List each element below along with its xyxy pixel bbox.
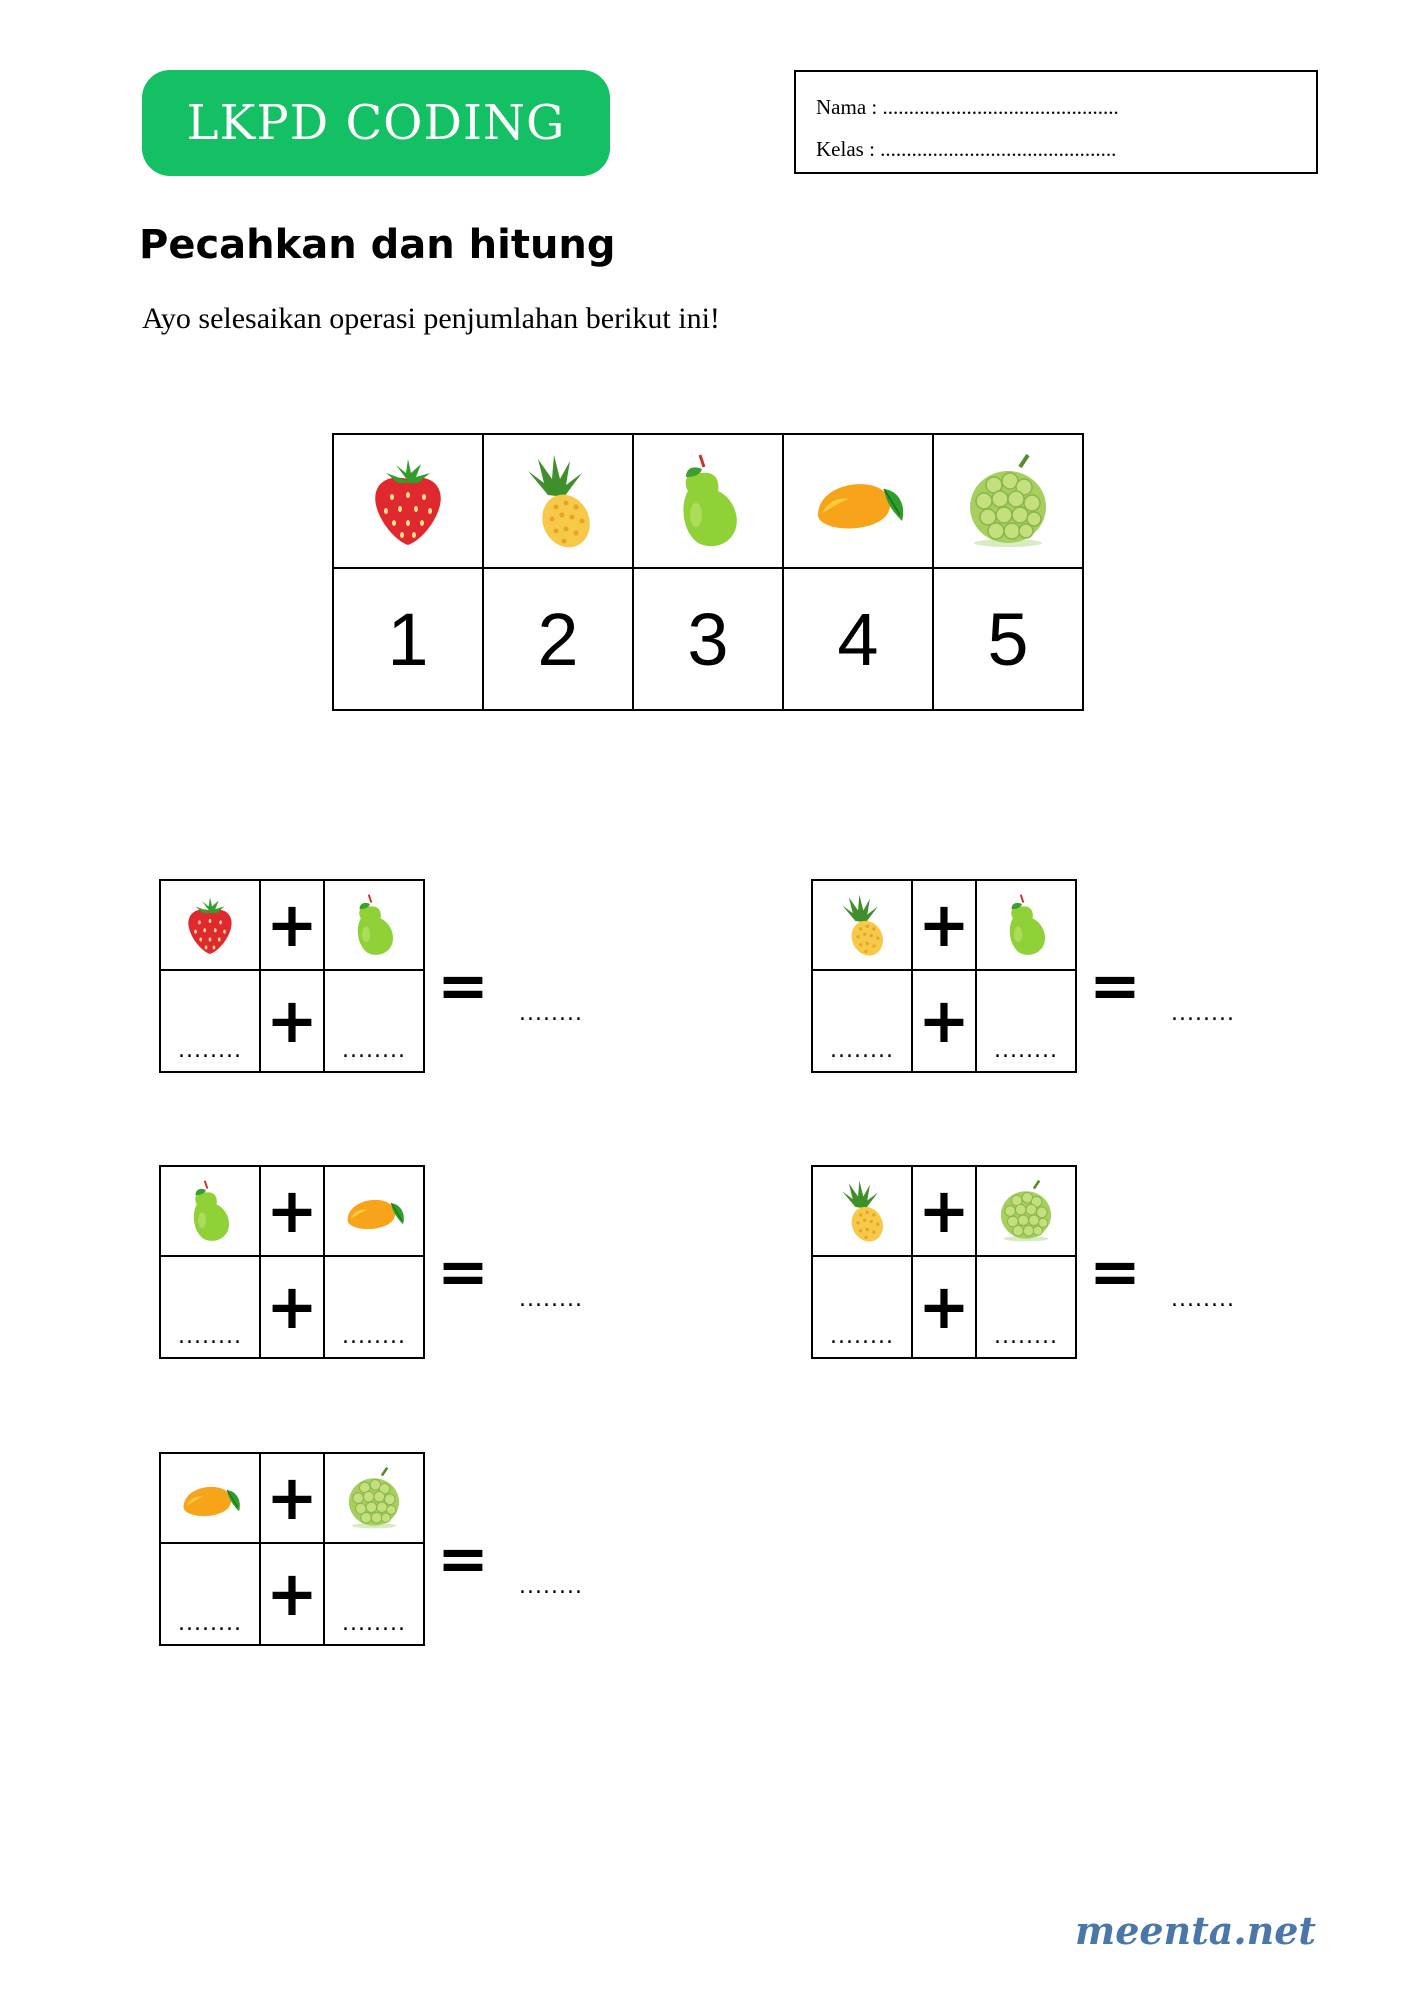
plus-sign: + — [260, 1543, 324, 1645]
equals-sign: = — [1089, 1235, 1141, 1308]
plus-sign: + — [260, 970, 324, 1072]
pear-icon — [658, 451, 758, 551]
worksheet-title: Pecahkan dan hitung — [139, 222, 616, 268]
plus-sign: + — [260, 1256, 324, 1358]
answer-blank[interactable]: ........ — [160, 1256, 260, 1358]
plus-sign: + — [260, 880, 324, 970]
pineapple-icon — [829, 892, 895, 958]
result-blank[interactable]: ........ — [519, 1001, 583, 1026]
pear-icon — [993, 892, 1059, 958]
equals-sign: = — [437, 1522, 489, 1595]
name-field[interactable]: Nama : ............................................. — [816, 95, 1119, 119]
pineapple-icon — [508, 451, 608, 551]
custard-apple-icon — [993, 1178, 1059, 1244]
custard-apple-icon — [958, 451, 1058, 551]
key-value: 1 — [333, 568, 483, 710]
result-blank[interactable]: ........ — [1171, 1001, 1235, 1026]
class-field[interactable]: Kelas : ............................................. — [816, 137, 1117, 161]
answer-blank[interactable]: ........ — [324, 1543, 424, 1645]
key-value: 3 — [633, 568, 783, 710]
answer-blank[interactable]: ........ — [324, 1256, 424, 1358]
equals-sign: = — [437, 949, 489, 1022]
pear-icon — [177, 1178, 243, 1244]
answer-blank[interactable]: ........ — [160, 1543, 260, 1645]
key-cell — [483, 434, 633, 568]
mango-icon — [341, 1178, 407, 1244]
custard-apple-icon — [341, 1465, 407, 1531]
result-blank[interactable]: ........ — [519, 1574, 583, 1599]
brand-watermark: meenta.net — [1075, 1908, 1316, 1953]
worksheet-badge: LKPD CODING — [142, 70, 610, 176]
result-blank[interactable]: ........ — [519, 1287, 583, 1312]
strawberry-icon — [358, 451, 458, 551]
answer-blank[interactable]: ........ — [976, 1256, 1076, 1358]
key-cell — [633, 434, 783, 568]
plus-sign: + — [912, 970, 976, 1072]
equation-1 — [159, 879, 599, 1065]
plus-sign: + — [912, 1166, 976, 1256]
equation-2 — [811, 879, 1251, 1065]
answer-blank[interactable]: ........ — [324, 970, 424, 1072]
answer-blank[interactable]: ........ — [160, 970, 260, 1072]
instruction-text: Ayo selesaikan operasi penjumlahan berikut ini! — [142, 302, 720, 335]
pineapple-icon — [829, 1178, 895, 1244]
result-blank[interactable]: ........ — [1171, 1287, 1235, 1312]
equation-5 — [159, 1452, 599, 1638]
plus-sign: + — [260, 1166, 324, 1256]
student-id-box — [794, 70, 1318, 174]
answer-blank[interactable]: ........ — [812, 970, 912, 1072]
equation-4 — [811, 1165, 1251, 1351]
answer-blank[interactable]: ........ — [976, 970, 1076, 1072]
answer-blank[interactable]: ........ — [812, 1256, 912, 1358]
mango-icon — [177, 1465, 243, 1531]
key-cell — [933, 434, 1083, 568]
plus-sign: + — [912, 880, 976, 970]
mango-icon — [808, 451, 908, 551]
key-cell — [333, 434, 483, 568]
fruit-value-key — [332, 433, 1084, 711]
plus-sign: + — [260, 1453, 324, 1543]
equals-sign: = — [1089, 949, 1141, 1022]
pear-icon — [341, 892, 407, 958]
key-cell — [783, 434, 933, 568]
plus-sign: + — [912, 1256, 976, 1358]
key-value: 4 — [783, 568, 933, 710]
strawberry-icon — [177, 892, 243, 958]
equals-sign: = — [437, 1235, 489, 1308]
key-value: 2 — [483, 568, 633, 710]
key-value: 5 — [933, 568, 1083, 710]
equation-3 — [159, 1165, 599, 1351]
